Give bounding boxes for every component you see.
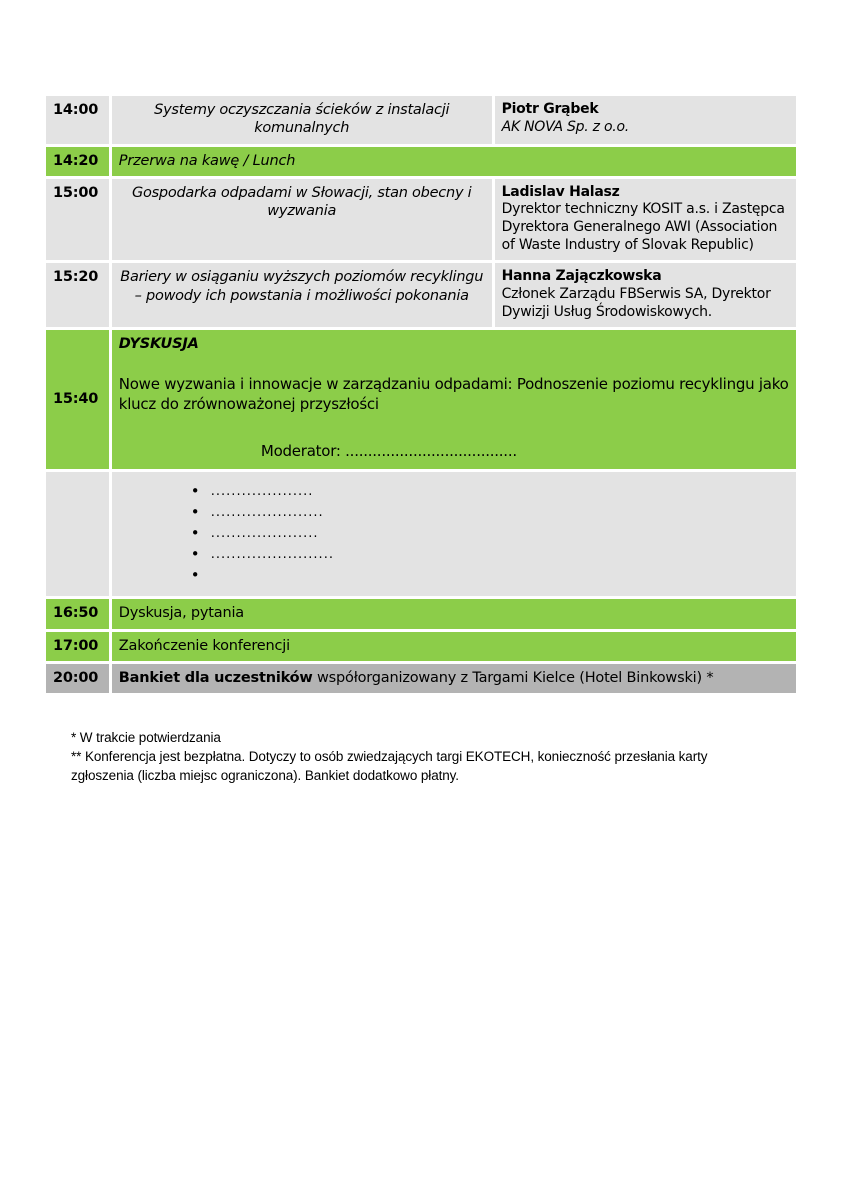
table-row: [46, 330, 796, 469]
table-row: [46, 472, 796, 596]
row-speaker: [495, 96, 796, 144]
table-row: [46, 179, 796, 261]
discussion-title: DYSKUSJA: [118, 336, 199, 353]
speaker-affiliation: AK NOVA Sp. z o.o.: [501, 118, 629, 135]
banquet-rest-text: współorganizowany z Targami Kielce (Hotel Binkowski) *: [312, 669, 714, 686]
table-row: [46, 147, 796, 176]
row-text: Przerwa na kawę / Lunch: [112, 147, 796, 176]
row-time: 20:00: [46, 664, 109, 693]
row-text: [112, 664, 796, 693]
panelists-block: [112, 472, 796, 596]
discussion-block: [112, 330, 796, 469]
banquet-bold-text: Bankiet dla uczestników: [118, 669, 313, 686]
row-text: Zakończenie konferencji: [112, 632, 796, 661]
footnote-line-2: ** Konferencja jest bezpłatna. Dotyczy to osób zwiedzających targi EKOTECH, konieczność przesłania karty zgłoszenia (liczba miejsc ograniczona). Bankiet dodatkowo płatny.: [71, 749, 708, 784]
speaker-affiliation: Członek Zarządu FBSerwis SA, Dyrektor Dywizji Usług Środowiskowych.: [501, 285, 771, 320]
speaker-name: Piotr Grąbek: [501, 101, 599, 117]
row-description: Bariery w osiąganiu wyższych poziomów recyklingu – powody ich powstania i możliwości pokonania: [112, 263, 492, 327]
panelist-placeholder: ........................: [210, 547, 334, 563]
table-row: [46, 599, 796, 628]
row-description: Systemy oczyszczania ścieków z instalacji komunalnych: [112, 96, 492, 144]
row-time: 16:50: [46, 599, 109, 628]
row-speaker: [495, 179, 796, 261]
table-row: [46, 263, 796, 327]
panelist-placeholder: .....................: [210, 526, 319, 542]
row-time: 14:00: [46, 96, 109, 144]
speaker-affiliation: Dyrektor techniczny KOSIT a.s. i Zastępca Dyrektora Generalnego AWI (Association of Waste Industry of Slovak Republic): [501, 201, 785, 253]
row-text: Dyskusja, pytania: [112, 599, 796, 628]
panelist-placeholder: ....................: [210, 484, 314, 500]
table-row: [46, 632, 796, 661]
row-time: 17:00: [46, 632, 109, 661]
discussion-body: Nowe wyzwania i innowacje w zarządzaniu odpadami: Podnoszenie poziomu recyklingu jako klucz do zrównoważonej przyszłości: [118, 375, 789, 413]
list-item: [119, 481, 789, 502]
list-item: [119, 565, 789, 586]
speaker-name: Hanna Zajączkowska: [501, 268, 662, 285]
list-item: [119, 544, 789, 565]
list-item: [119, 523, 789, 544]
row-time: 15:20: [46, 263, 109, 327]
row-time: 15:40: [46, 330, 109, 469]
speaker-name: Ladislav Halasz: [501, 183, 620, 200]
row-time: [46, 472, 109, 596]
row-time: 15:00: [46, 179, 109, 261]
list-item: [119, 502, 789, 523]
panelist-placeholder: ......................: [210, 505, 324, 521]
conference-agenda-table: [43, 93, 799, 696]
panelist-list: [119, 477, 789, 590]
row-time: 14:20: [46, 147, 109, 176]
row-description: Gospodarka odpadami w Słowacji, stan obecny i wyzwania: [112, 179, 492, 261]
row-speaker: [495, 263, 796, 327]
moderator-line: Moderator: ......................................: [260, 442, 517, 461]
footnotes-block: [71, 728, 751, 785]
table-row: [46, 96, 796, 144]
table-row: [46, 664, 796, 693]
footnote-line-1: * W trakcie potwierdzania: [71, 730, 221, 745]
